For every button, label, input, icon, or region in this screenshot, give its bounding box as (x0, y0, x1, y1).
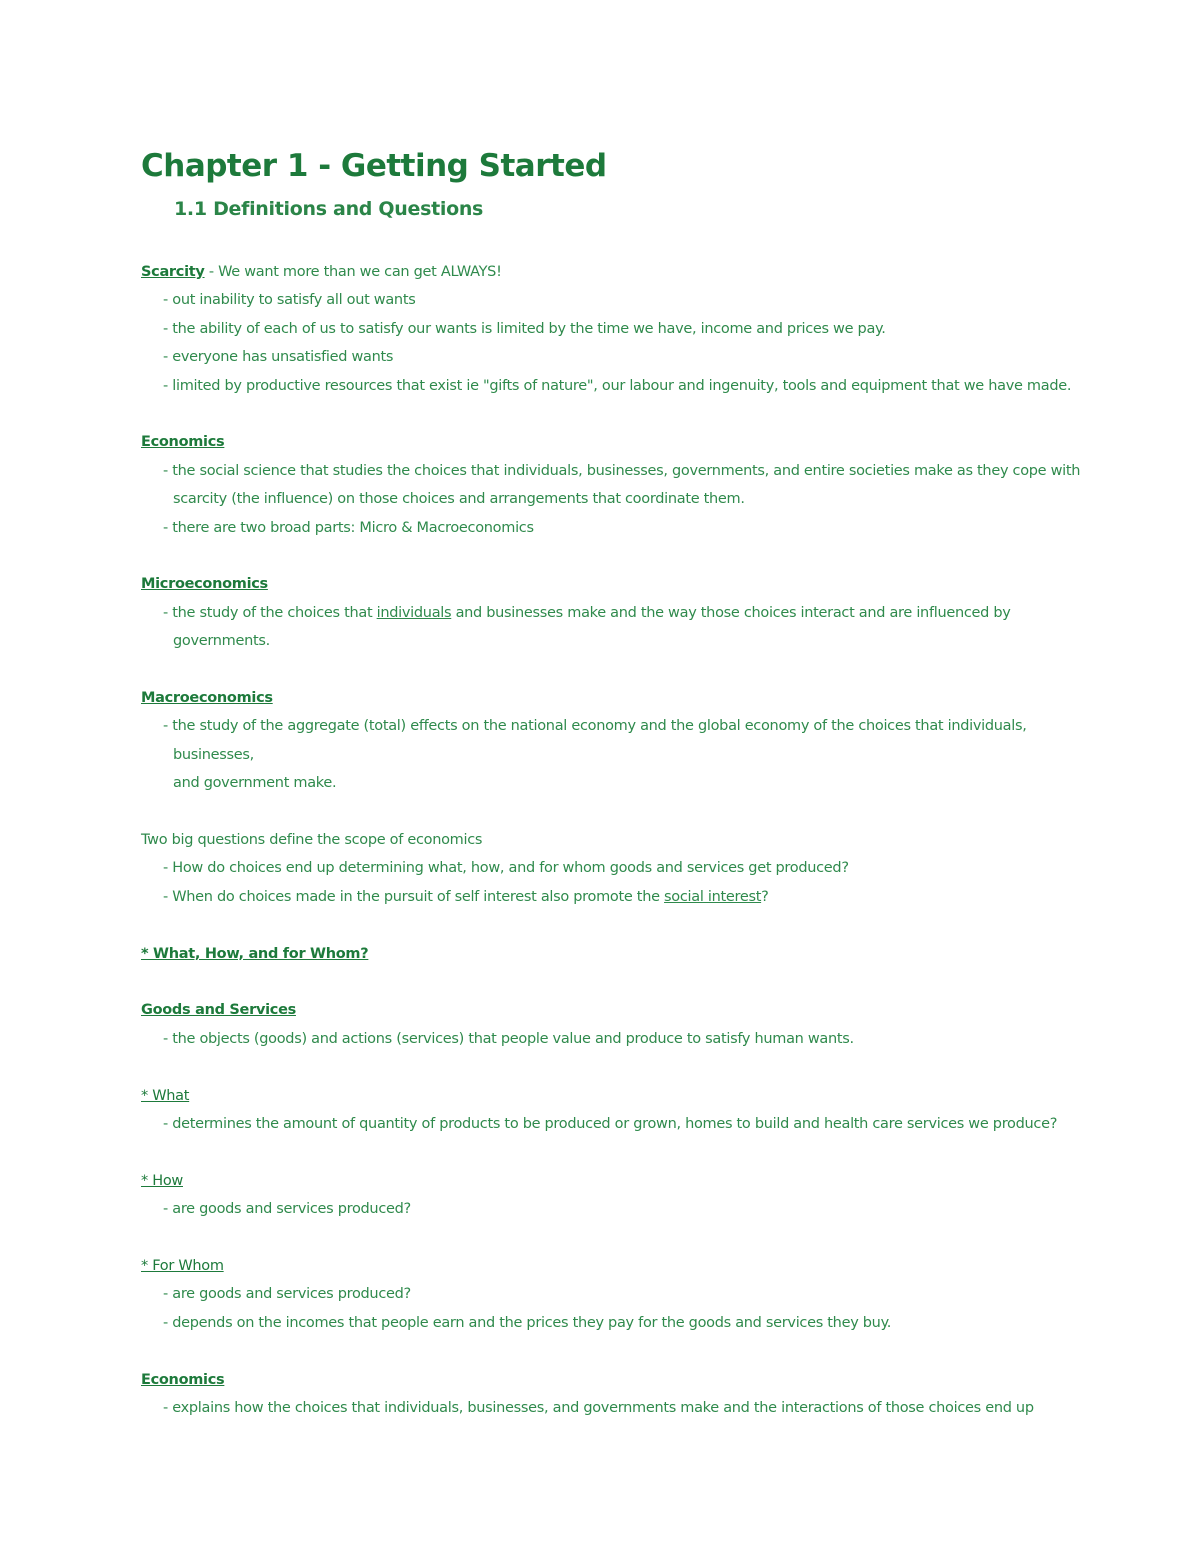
individuals-underlined: individuals (376, 604, 452, 621)
macroeconomics-item: - the study of the aggregate (total) effects on the national economy and the global economy of the choices that individuals, businesses, (163, 718, 1027, 763)
notes-body (141, 258, 1081, 1423)
section-subtitle: 1.1 Definitions and Questions (174, 198, 484, 220)
economics-heading-2: Economics (141, 1371, 225, 1388)
questions-intro: Two big questions define the scope of economics (141, 832, 483, 849)
scarcity-item: - everyone has unsatisfied wants (163, 349, 394, 366)
economics-heading: Economics (141, 434, 225, 451)
scarcity-definition (141, 258, 1081, 286)
goods-services-item: - the objects (goods) and actions (services) that people value and produce to satisfy human wants. (163, 1030, 854, 1047)
economics-item: - there are two broad parts: Micro & Macroeconomics (163, 519, 534, 536)
economics-item: - the social science that studies the choices that individuals, businesses, governments, and entire societies make as they cope with (163, 462, 1081, 479)
microeconomics-heading: Microeconomics (141, 576, 268, 593)
scarcity-inline: - We want more than we can get ALWAYS! (204, 264, 502, 280)
scarcity-item: - limited by productive resources that exist ie "gifts of nature", our labour and ingenuity, tools and equipment that we have made. (163, 377, 1072, 394)
economics-item-2: - explains how the choices that individuals, businesses, and governments make and the interactions of those choices end up (163, 1400, 1034, 1417)
page-title: Chapter 1 - Getting Started (141, 148, 607, 184)
scarcity-heading: Scarcity (141, 264, 205, 280)
for-whom-heading: * For Whom (141, 1258, 224, 1275)
microeconomics-item-continued: governments. (173, 633, 270, 650)
macroeconomics-item-continued: and government make. (173, 775, 337, 792)
for-whom-item: - depends on the incomes that people earn and the prices they pay for the goods and services they buy. (163, 1314, 892, 1331)
what-how-whom-heading: * What, How, and for Whom? (141, 945, 369, 962)
economics-item-continued: scarcity (the influence) on those choices and arrangements that coordinate them. (173, 491, 745, 508)
social-interest-underlined: social interest (664, 888, 762, 905)
how-heading: * How (141, 1172, 183, 1189)
question-item: - When do choices made in the pursuit of self interest also promote the social interest? (163, 888, 769, 905)
what-item: - determines the amount of quantity of products to be produced or grown, homes to build and health care services we produce? (163, 1116, 1058, 1133)
macroeconomics-heading: Macroeconomics (141, 690, 273, 707)
goods-services-heading: Goods and Services (141, 1002, 296, 1019)
scarcity-item: - out inability to satisfy all out wants (163, 292, 416, 309)
question-item: - How do choices end up determining what, how, and for whom goods and services get produced? (163, 860, 849, 877)
for-whom-item: - are goods and services produced? (163, 1286, 411, 1303)
scarcity-item: - the ability of each of us to satisfy our wants is limited by the time we have, income and prices we pay. (163, 320, 886, 337)
microeconomics-item: - the study of the choices that individuals and businesses make and the way those choices interact and are influenced by (163, 604, 1011, 621)
what-heading: * What (141, 1087, 190, 1104)
how-item: - are goods and services produced? (163, 1201, 411, 1218)
